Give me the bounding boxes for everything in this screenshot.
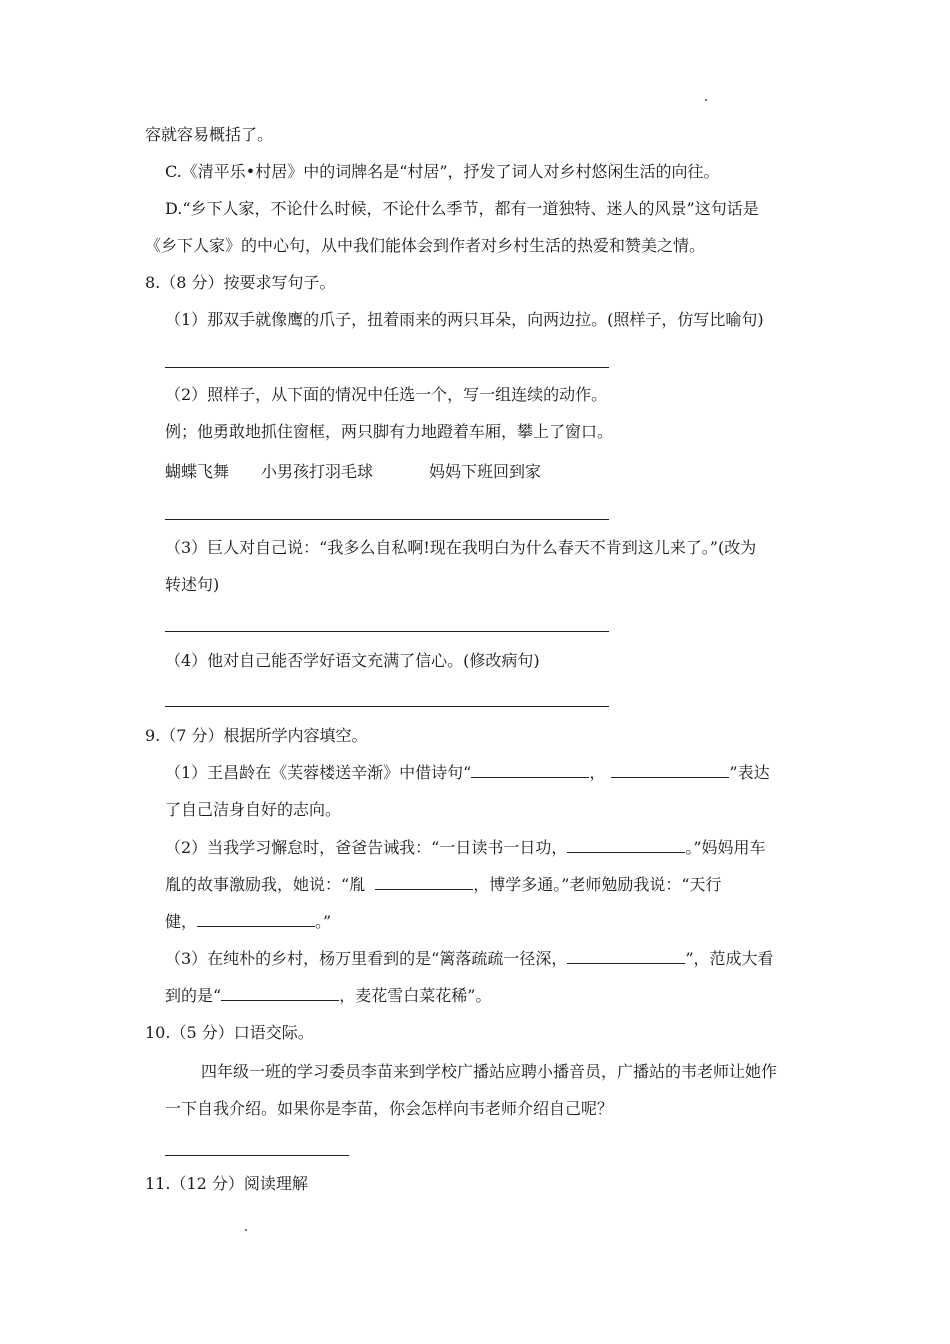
question-8-heading: 8.（8 分）按要求写句子。	[145, 273, 336, 292]
option-b-continuation: 容就容易概括了。	[145, 125, 274, 144]
option-d-line2: 《乡下人家》的中心句，从中我们能体会到作者对乡村生活的热爱和赞美之情。	[145, 236, 706, 255]
q9-2-text-e: 健，	[165, 912, 198, 931]
answer-line-8-1[interactable]	[165, 367, 609, 368]
q9-3-text-a: （3）在纯朴的乡村，杨万里看到的是“篱落疏疏一径深，	[165, 949, 568, 968]
q9-2-text-c: 胤的故事激励我，她说：“胤	[165, 875, 366, 894]
option-badminton: 小男孩打羽毛球	[261, 462, 374, 481]
question-9-part-1-line1	[165, 762, 770, 784]
question-9-part-2-line2	[165, 874, 722, 896]
question-10-prompt-line1: 四年级一班的学习委员李苗来到学校广播站应聘小播音员，广播站的韦老师让她作	[201, 1062, 778, 1081]
option-mom-home: 妈妈下班回到家	[429, 462, 542, 481]
option-d-line1: D.“乡下人家，不论什么时候，不论什么季节，都有一道独特、迷人的风景”这句话是	[165, 199, 759, 218]
answer-line-8-2[interactable]	[165, 519, 609, 520]
q9-3-blank-b[interactable]	[221, 985, 339, 1001]
answer-line-8-4[interactable]	[165, 706, 609, 707]
option-butterfly: 蝴蝶飞舞	[165, 462, 230, 481]
question-8-part-1: （1）那双手就像鹰的爪子，扭着雨来的两只耳朵，向两边拉。(照样子，仿写比喻句)	[165, 310, 764, 329]
q9-2-blank-b[interactable]	[375, 874, 473, 890]
q9-3-text-c: 到的是“	[165, 986, 222, 1005]
q9-2-text-f: 。”	[315, 912, 332, 931]
q9-1-blank-a[interactable]	[471, 762, 589, 778]
q9-3-text-b: ”，范成大看	[685, 949, 774, 968]
question-11-heading: 11.（12 分）阅读理解	[145, 1174, 308, 1193]
question-9-heading: 9.（7 分）根据所学内容填空。	[145, 726, 368, 745]
q9-2-blank-c[interactable]	[197, 911, 315, 927]
answer-line-8-3[interactable]	[165, 631, 609, 632]
question-8-example: 例；他勇敢地抓住窗框，两只脚有力地蹬着车厢，攀上了窗口。	[165, 422, 614, 441]
option-c: C.《清平乐•村居》中的词牌名是“村居”，抒发了词人对乡村悠闲生活的向往。	[165, 162, 720, 181]
question-9-part-3-line2	[165, 985, 491, 1007]
q9-2-text-d: ，博学多通。”老师勉励我说：“天行	[473, 875, 722, 894]
q9-1-blank-b[interactable]	[611, 762, 729, 778]
scan-dot-top	[705, 99, 707, 101]
question-9-part-3-line1	[165, 948, 774, 970]
q9-3-text-d: ，麦花雪白菜花稀”。	[339, 986, 492, 1005]
answer-line-10[interactable]	[165, 1155, 349, 1156]
question-9-part-2-line3	[165, 911, 331, 933]
question-8-part-3-line1: （3）巨人对自己说：“我多么自私啊!现在我明白为什么春天不肯到这儿来了。”(改为	[165, 538, 757, 557]
q9-2-blank-a[interactable]	[567, 837, 685, 853]
question-8-part-2: （2）照样子，从下面的情况中任选一个，写一组连续的动作。	[165, 385, 608, 404]
q9-2-text-b: 。”妈妈用车	[685, 838, 766, 857]
q9-3-blank-a[interactable]	[567, 948, 685, 964]
question-8-part-4: （4）他对自己能否学好语文充满了信心。(修改病句)	[165, 651, 540, 670]
q9-2-text-a: （2）当我学习懈怠时，爸爸告诫我：“一日读书一日功，	[165, 838, 568, 857]
q9-1-text-c: ”表达	[729, 763, 770, 782]
question-10-prompt-line2: 一下自我介绍。如果你是李苗，你会怎样向韦老师介绍自己呢？	[165, 1099, 614, 1118]
question-9-part-1-line2: 了自己洁身自好的志向。	[165, 800, 342, 819]
question-8-part-3-line2: 转述句)	[165, 575, 220, 594]
scan-dot-bottom	[245, 1229, 247, 1231]
question-9-part-2-line1	[165, 837, 766, 859]
q9-1-text-a: （1）王昌龄在《芙蓉楼送辛渐》中借诗句“	[165, 763, 472, 782]
q9-1-text-b: ，	[589, 763, 606, 782]
question-10-heading: 10.（5 分）口语交际。	[145, 1023, 314, 1042]
